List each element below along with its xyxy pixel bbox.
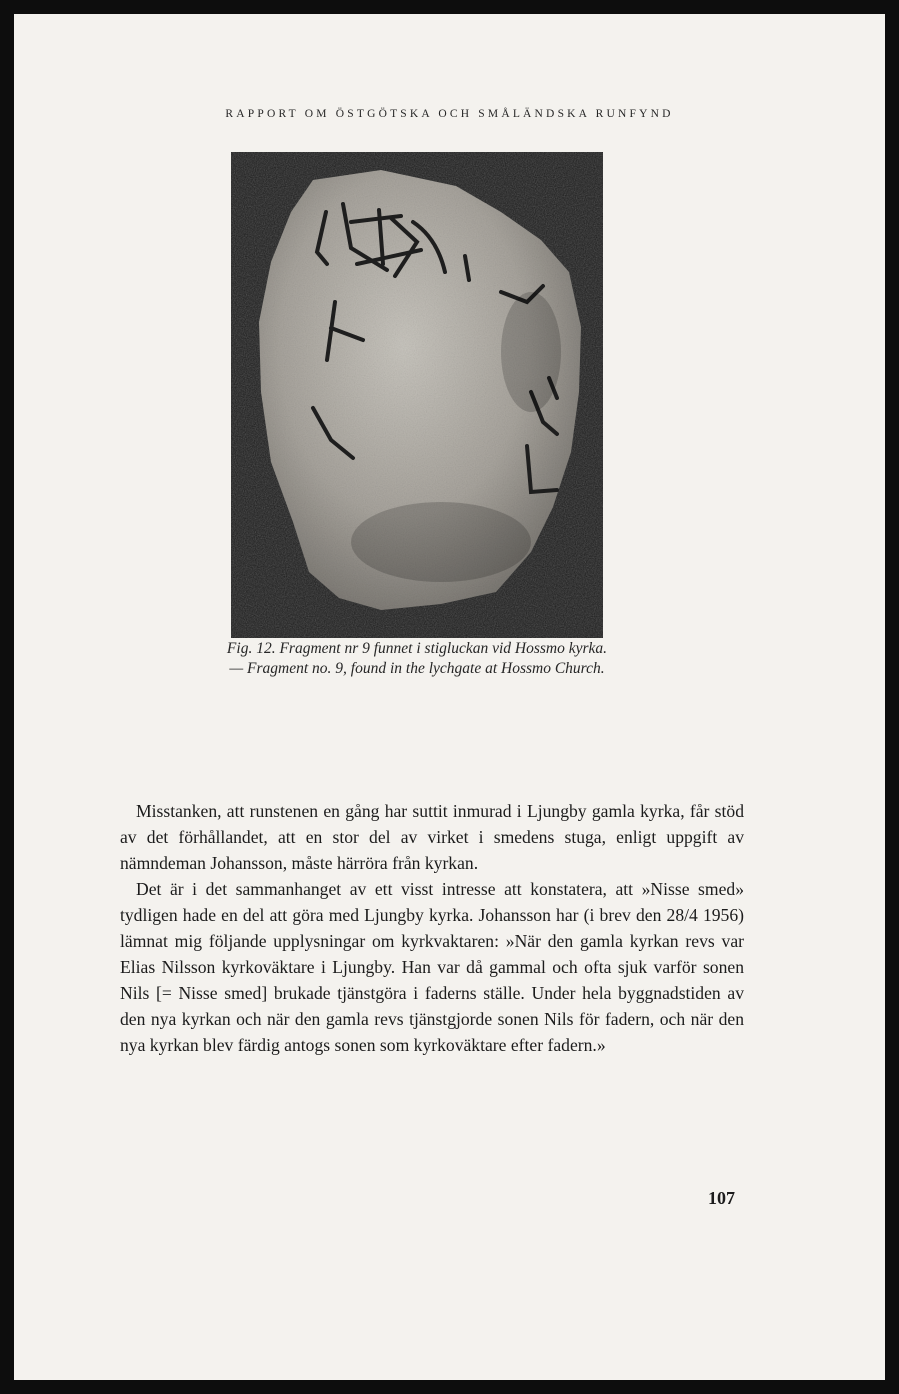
figure-caption: Fig. 12. Fragment nr 9 funnet i stigluckan vid Hossmo kyrka. — Fragment no. 9, found in the lychgate at Hossmo Church. (226, 640, 608, 677)
body-text (120, 798, 744, 1058)
paragraph: Misstanken, att runstenen en gång har suttit inmurad i Ljungby gamla kyrka, får stöd av det förhållandet, att en stor del av virket i smedens stuga, enligt uppgift av nämndeman Johansson, måste härröra från kyrkan. (120, 801, 744, 873)
runestone-photo (231, 152, 603, 638)
running-head: RAPPORT OM ÖSTGÖTSKA OCH SMÅLÄNDSKA RUNFYND (225, 108, 674, 120)
paragraph: Det är i det sammanhanget av ett visst intresse att konstatera, att »Nisse smed» tydligen hade en del att göra med Ljungby kyrka. Johansson har (i brev den 28/4 1956) lämnat mig följande upplysningar om kyrkvaktaren: »När den gamla kyrkan revs var Elias Nilsson kyrkoväktare i Ljungby. Han var då gammal och ofta sjuk varför sonen Nils [= Nisse smed] brukade tjänstgöra i faderns ställe. Under hela byggnadstiden av den nya kyrkan och när den gamla revs tjänstgjorde sonen Nils för fadern, och när den nya kyrkan blev färdig antogs sonen som kyrkoväktare efter fadern.» (120, 879, 744, 1055)
page-number: 107 (708, 1188, 735, 1208)
runestone-fragment-image (231, 152, 603, 638)
book-page (14, 14, 885, 1380)
